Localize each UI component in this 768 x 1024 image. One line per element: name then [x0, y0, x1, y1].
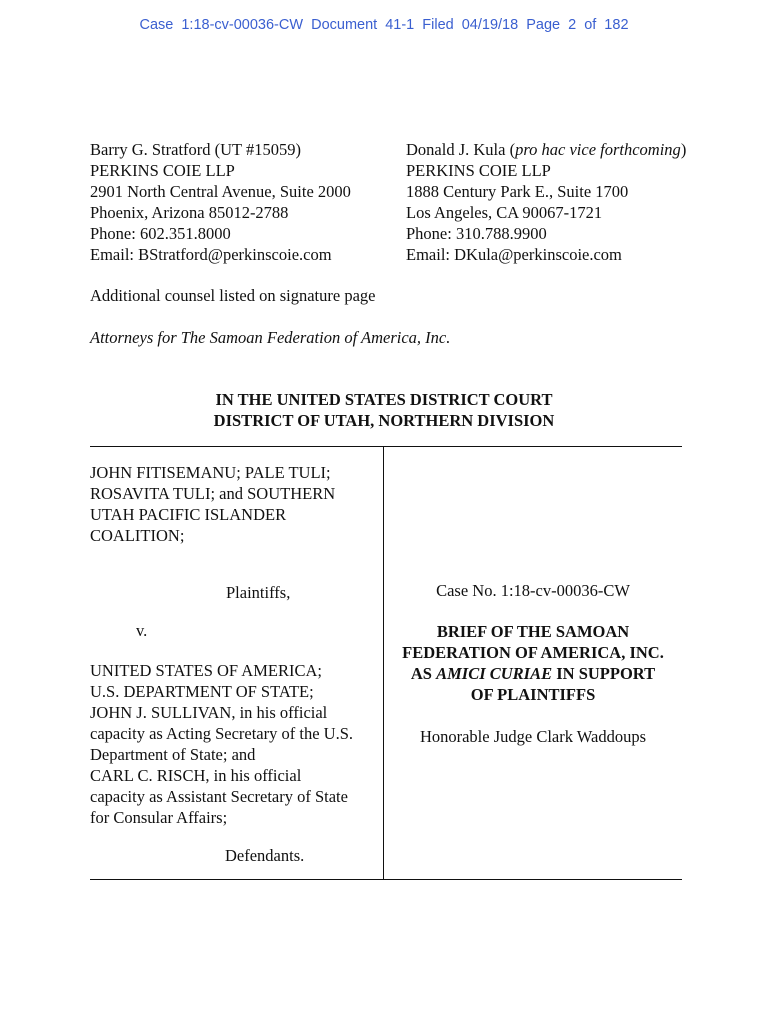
- brief-title-line: OF PLAINTIFFS: [470, 685, 596, 704]
- judge-name: Honorable Judge Clark Waddoups: [419, 727, 647, 746]
- caption-bottom-rule: [90, 879, 682, 880]
- counsel-left-line: PERKINS COIE LLP: [90, 161, 235, 180]
- defendant-line: U.S. DEPARTMENT OF STATE;: [90, 682, 314, 701]
- plaintiff-line: ROSAVITA TULI; and SOUTHERN: [90, 484, 336, 503]
- brief-in-support: IN SUPPORT: [552, 664, 656, 683]
- counsel-left-email: Email: BStratford@perkinscoie.com: [90, 245, 332, 264]
- plaintiff-line: UTAH PACIFIC ISLANDER: [90, 505, 287, 524]
- counsel-right-line: Los Angeles, CA 90067-1721: [406, 203, 603, 222]
- brief-as: AS: [410, 664, 437, 683]
- attorneys-for: Attorneys for The Samoan Federation of America, Inc.: [90, 328, 451, 347]
- case-number: Case No. 1:18-cv-00036-CW: [436, 581, 630, 600]
- defendant-line: capacity as Acting Secretary of the U.S.: [90, 724, 353, 743]
- counsel-left-line: 2901 North Central Avenue, Suite 2000: [90, 182, 351, 201]
- pro-hac-vice-note: pro hac vice forthcoming: [515, 140, 681, 159]
- counsel-left-line: Phoenix, Arizona 85012-2788: [90, 203, 289, 222]
- caption-top-rule: [90, 446, 682, 447]
- plaintiff-line: COALITION;: [90, 526, 185, 545]
- case-number-header: Case 1:18-cv-00036-CW: [139, 17, 304, 33]
- counsel-right-line: PERKINS COIE LLP: [406, 161, 551, 180]
- filed-date-header: Filed 04/19/18: [422, 17, 519, 33]
- counsel-left: [90, 139, 351, 265]
- counsel-right-line: 1888 Century Park E., Suite 1700: [406, 182, 629, 201]
- defendants-label: Defendants.: [225, 846, 305, 865]
- counsel-right-line: Phone: 310.788.9900: [406, 224, 547, 243]
- defendant-line: UNITED STATES OF AMERICA;: [90, 661, 322, 680]
- counsel-right-email: Email: DKula@perkinscoie.com: [406, 245, 622, 264]
- versus: v.: [136, 621, 148, 640]
- defendant-line: capacity as Assistant Secretary of State: [90, 787, 348, 806]
- brief-title-line: BRIEF OF THE SAMOAN: [436, 622, 630, 641]
- defendant-line: JOHN J. SULLIVAN, in his official: [90, 703, 328, 722]
- plaintiff-line: JOHN FITISEMANU; PALE TULI;: [90, 463, 331, 482]
- filing-header: [0, 17, 768, 33]
- counsel-left-line: Barry G. Stratford (UT #15059): [90, 140, 301, 159]
- brief-title-line: [384, 663, 682, 684]
- page-number-header: Page 2 of 182: [526, 17, 629, 33]
- defendant-line: CARL C. RISCH, in his official: [90, 766, 302, 785]
- defendants-names: [90, 660, 353, 828]
- counsel-right: [406, 139, 686, 265]
- court-heading: [0, 389, 768, 431]
- counsel-right-name-close: ): [680, 140, 687, 159]
- brief-title: [384, 621, 682, 705]
- defendant-line: for Consular Affairs;: [90, 808, 228, 827]
- court-name: IN THE UNITED STATES DISTRICT COURT: [215, 390, 553, 409]
- defendant-line: Department of State; and: [90, 745, 256, 764]
- counsel-right-name-text: Donald J. Kula (: [406, 140, 516, 159]
- plaintiffs-names: [90, 462, 335, 546]
- court-district: DISTRICT OF UTAH, NORTHERN DIVISION: [213, 411, 555, 430]
- additional-counsel: Additional counsel listed on signature page: [90, 286, 376, 305]
- plaintiffs-label: Plaintiffs,: [226, 583, 291, 602]
- amici-curiae: AMICI CURIAE: [436, 664, 553, 683]
- counsel-right-name: [406, 139, 686, 160]
- document-number-header: Document 41-1: [311, 17, 415, 33]
- counsel-left-line: Phone: 602.351.8000: [90, 224, 231, 243]
- brief-title-line: FEDERATION OF AMERICA, INC.: [402, 643, 664, 662]
